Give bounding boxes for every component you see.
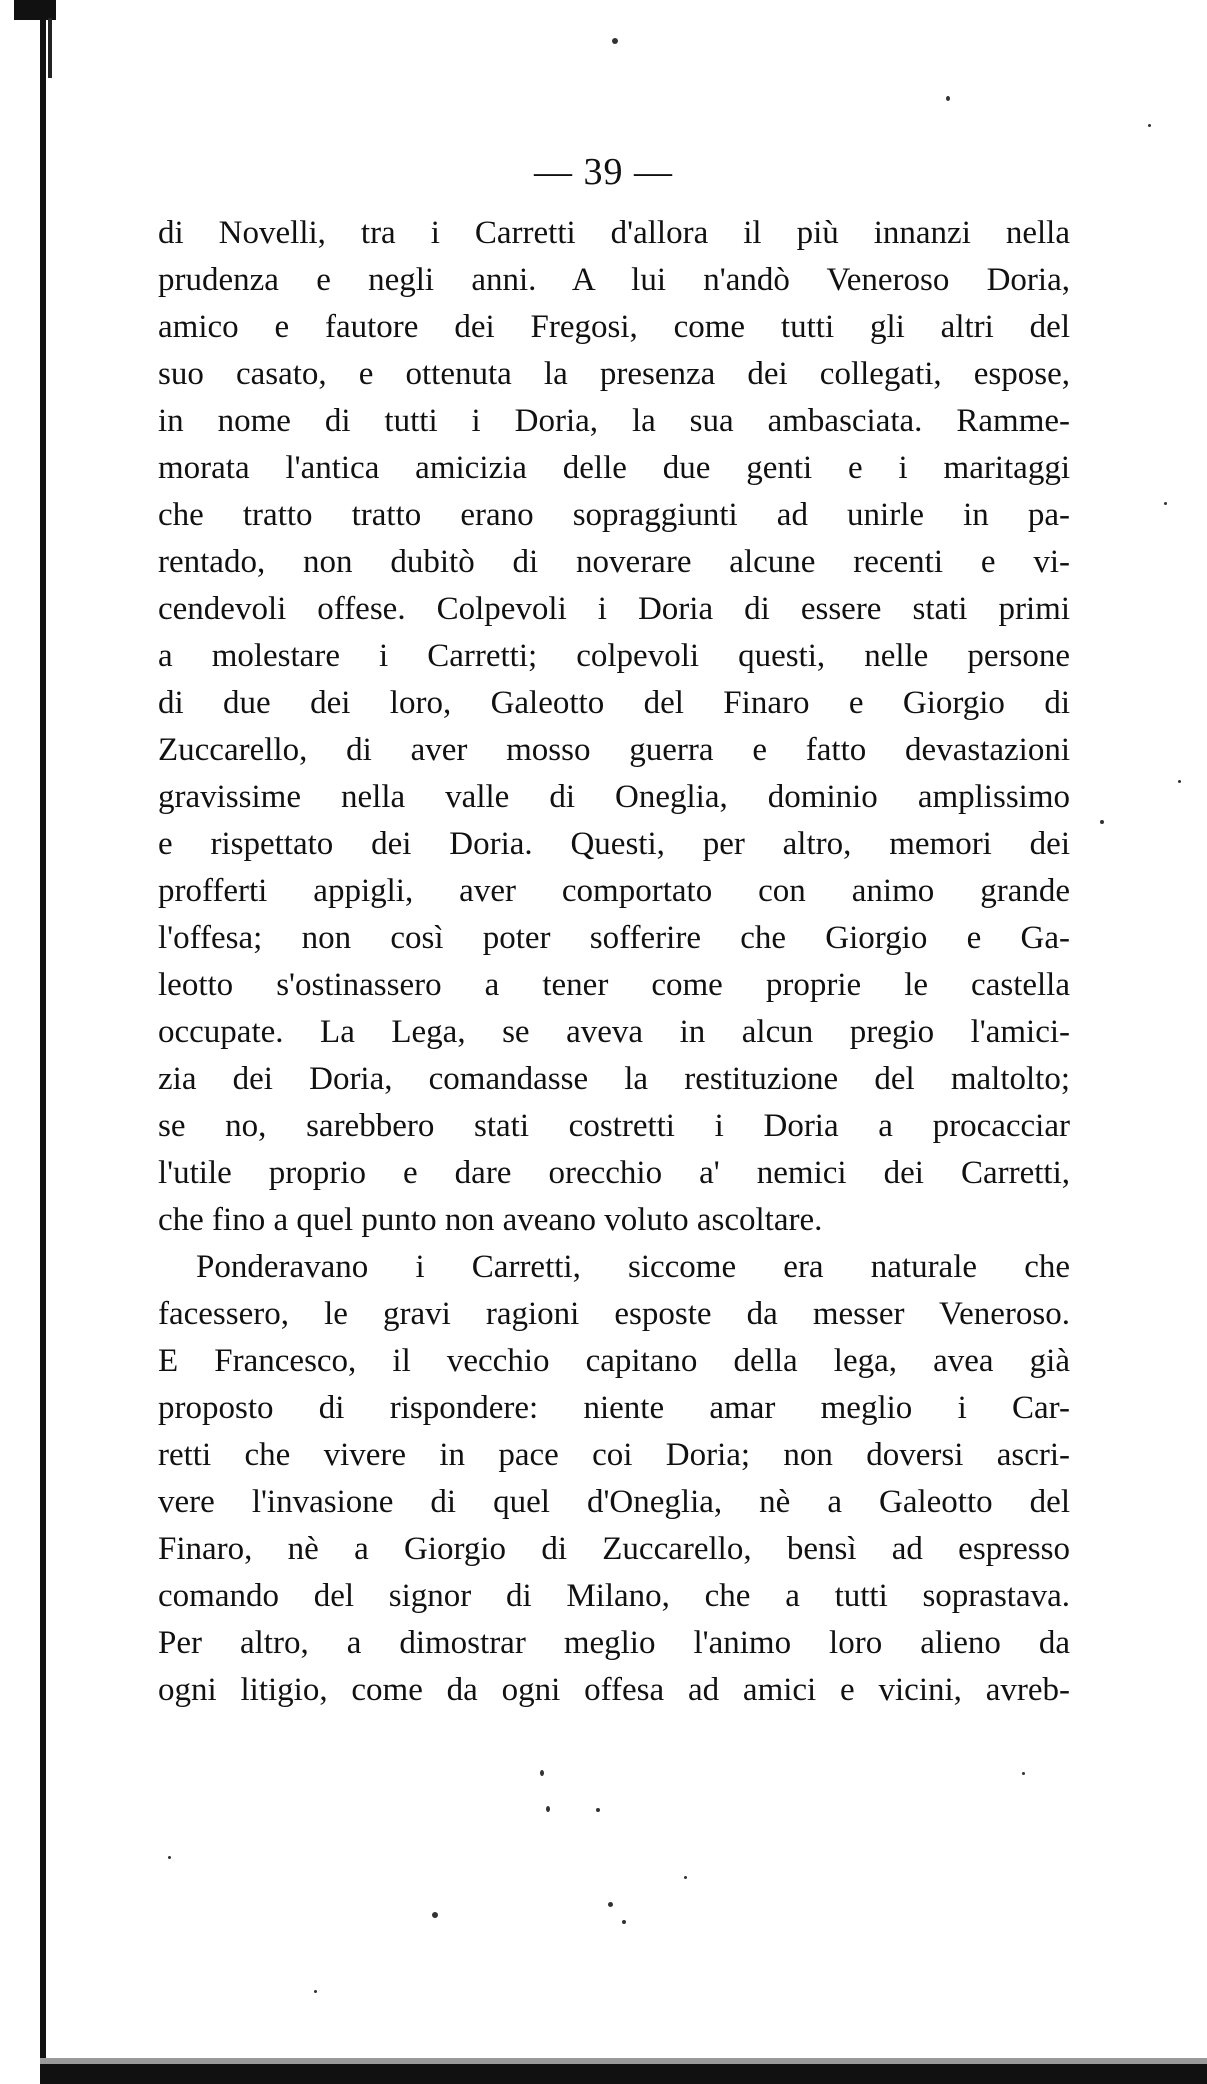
scan-edge-bottom xyxy=(40,2064,1207,2084)
scan-speck xyxy=(1022,1772,1025,1775)
text-line: leotto s'ostinassero a tener come proprie le castella xyxy=(158,967,1070,1003)
scan-speck xyxy=(1148,124,1151,127)
text-line: di Novelli, tra i Carretti d'allora il più innanzi nella xyxy=(158,215,1070,251)
scan-speck xyxy=(432,1912,438,1918)
scan-speck xyxy=(1100,820,1104,824)
text-line: cendevoli offese. Colpevoli i Doria di essere stati primi xyxy=(158,591,1070,627)
scan-speck xyxy=(684,1876,687,1879)
text-line: che tratto tratto erano sopraggiunti ad unirle in pa- xyxy=(158,497,1070,533)
scan-speck xyxy=(946,96,950,101)
text-line: occupate. La Lega, se aveva in alcun pregio l'amici- xyxy=(158,1014,1070,1050)
text-line: Finaro, nè a Giorgio di Zuccarello, bensì ad espresso xyxy=(158,1531,1070,1567)
scan-edge-mark xyxy=(48,18,52,78)
text-line: ogni litigio, come da ogni offesa ad amici e vicini, avreb- xyxy=(158,1672,1070,1708)
scan-speck xyxy=(622,1920,626,1924)
text-line: se no, sarebbero stati costretti i Doria a procacciar xyxy=(158,1108,1070,1144)
text-line: prudenza e negli anni. A lui n'andò Veneroso Doria, xyxy=(158,262,1070,298)
text-line: retti che vivere in pace coi Doria; non doversi ascri- xyxy=(158,1437,1070,1473)
text-line: a molestare i Carretti; colpevoli questi, nelle persone xyxy=(158,638,1070,674)
text-line: Ponderavano i Carretti, siccome era naturale che xyxy=(196,1249,1070,1285)
scan-speck xyxy=(540,1770,544,1776)
scan-speck xyxy=(612,38,618,44)
scan-speck xyxy=(168,1856,171,1859)
text-line: e rispettato dei Doria. Questi, per altro, memori dei xyxy=(158,826,1070,862)
text-line: in nome di tutti i Doria, la sua ambasciata. Ramme- xyxy=(158,403,1070,439)
text-line: rentado, non dubitò di noverare alcune recenti e vi- xyxy=(158,544,1070,580)
text-line: proposto di rispondere: niente amar meglio i Car- xyxy=(158,1390,1070,1426)
scan-speck xyxy=(546,1806,550,1812)
text-line: E Francesco, il vecchio capitano della lega, avea già xyxy=(158,1343,1070,1379)
text-line: vere l'invasione di quel d'Oneglia, nè a Galeotto del xyxy=(158,1484,1070,1520)
text-line: Per altro, a dimostrar meglio l'animo loro alieno da xyxy=(158,1625,1070,1661)
text-line: zia dei Doria, comandasse la restituzione del maltolto; xyxy=(158,1061,1070,1097)
text-line: profferti appigli, aver comportato con animo grande xyxy=(158,873,1070,909)
scan-edge-left xyxy=(40,0,46,2070)
page-number-header: — 39 — xyxy=(534,151,673,193)
text-line: facessero, le gravi ragioni esposte da messer Veneroso. xyxy=(158,1296,1070,1332)
text-line: di due dei loro, Galeotto del Finaro e Giorgio di xyxy=(158,685,1070,721)
text-line: amico e fautore dei Fregosi, come tutti gli altri del xyxy=(158,309,1070,345)
text-line: comando del signor di Milano, che a tutti soprastava. xyxy=(158,1578,1070,1614)
scan-speck xyxy=(314,1990,317,1993)
scan-speck xyxy=(608,1902,613,1907)
scan-speck xyxy=(1164,502,1167,505)
scan-edge-top-left xyxy=(14,0,56,20)
text-line: suo casato, e ottenuta la presenza dei collegati, espose, xyxy=(158,356,1070,392)
text-line: l'utile proprio e dare orecchio a' nemici dei Carretti, xyxy=(158,1155,1070,1191)
text-line: l'offesa; non così poter sofferire che Giorgio e Ga- xyxy=(158,920,1070,956)
body-text xyxy=(158,210,1070,1714)
scan-speck xyxy=(1178,780,1181,783)
text-line: Zuccarello, di aver mosso guerra e fatto devastazioni xyxy=(158,732,1070,768)
text-line: che fino a quel punto non aveano voluto ascoltare. xyxy=(158,1202,823,1238)
scan-speck xyxy=(596,1808,600,1812)
text-line: morata l'antica amicizia delle due genti e i maritaggi xyxy=(158,450,1070,486)
text-line: gravissime nella valle di Oneglia, dominio amplissimo xyxy=(158,779,1070,815)
